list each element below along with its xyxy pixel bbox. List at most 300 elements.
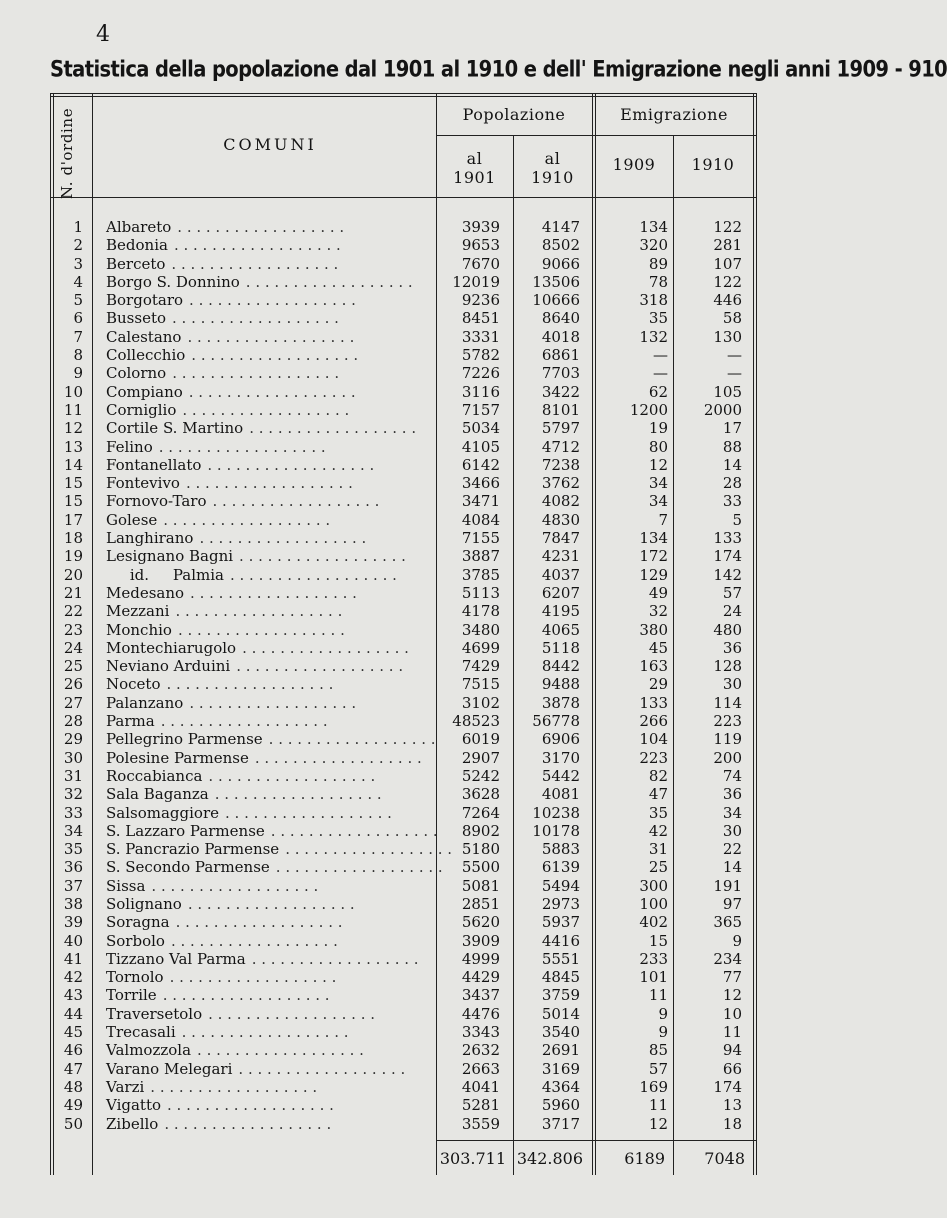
emigration-1910: 18 <box>722 1114 742 1133</box>
leader-dots: . . . . . . . . . . . . . . . . . . <box>163 510 331 529</box>
emigration-1909: 1200 <box>629 400 668 419</box>
leader-dots: . . . . . . . . . . . . . . . . . . <box>167 1096 334 1115</box>
comune-name: Pellegrino Parmense <box>106 730 263 749</box>
leader-dots: . . . . . . . . . . . . . . . . . . <box>172 364 340 383</box>
comune-name: Vigatto <box>106 1096 161 1115</box>
comune-name: Salsomaggiore <box>106 803 219 822</box>
emigration-1910: 30 <box>722 821 742 840</box>
population-1910: 4081 <box>541 785 580 804</box>
population-1910: 8640 <box>541 309 580 328</box>
population-1901: 5034 <box>461 419 500 438</box>
comune-name: Colorno <box>106 364 167 383</box>
emigration-1910: 2000 <box>703 400 742 419</box>
population-1901: 12019 <box>452 272 500 291</box>
leader-dots: . . . . . . . . . . . . . . . . . . <box>242 638 409 657</box>
population-1901: 4178 <box>461 602 500 621</box>
comune-name: Golese <box>106 510 158 529</box>
leader-dots: . . . . . . . . . . . . . . . . . . <box>225 803 392 822</box>
leader-dots: . . . . . . . . . . . . . . . . . . <box>236 657 404 676</box>
emigration-1910: 77 <box>722 968 742 987</box>
leader-dots: . . . . . . . . . . . . . . . . . . <box>151 876 319 895</box>
leader-dots: . . . . . . . . . . . . . . . . . . <box>268 730 436 749</box>
population-1901: 7155 <box>461 529 500 548</box>
emigration-1909: 266 <box>639 712 668 731</box>
table-row <box>50 858 756 876</box>
table-row <box>50 364 756 382</box>
comune-name: Montechiarugolo <box>106 638 237 657</box>
population-1910: 8502 <box>541 236 580 255</box>
row-number: 45 <box>63 1023 83 1042</box>
emigration-1910: 174 <box>713 1077 742 1096</box>
emigration-1910: 200 <box>713 748 742 767</box>
emigration-1909: 78 <box>648 272 668 291</box>
table-body <box>50 218 756 1133</box>
emigration-1909: 85 <box>648 1041 668 1060</box>
table-row <box>50 584 756 602</box>
table-row <box>50 639 756 657</box>
totals-rule <box>436 1140 756 1141</box>
emigration-1909: 380 <box>639 620 668 639</box>
table-row <box>50 255 756 273</box>
total-emig-1910: 7048 <box>704 1149 745 1168</box>
emigration-1909: 19 <box>648 419 668 438</box>
comune-name: Corniglio <box>106 400 177 419</box>
emigration-1909: — <box>653 346 668 365</box>
row-number: 44 <box>63 1004 83 1023</box>
leader-dots: . . . . . . . . . . . . . . . . . . <box>285 840 453 859</box>
population-1910: 5883 <box>541 840 580 859</box>
row-number: 19 <box>63 547 83 566</box>
table-row <box>50 1115 756 1133</box>
comune-name: Busseto <box>106 309 167 328</box>
comune-name: Palanzano <box>106 693 184 712</box>
emigration-1909: 320 <box>639 236 668 255</box>
table-row <box>50 1005 756 1023</box>
comune-name: Compiano <box>106 382 183 401</box>
row-number: 9 <box>73 364 83 383</box>
emig-1909-header: 1909 <box>612 155 656 174</box>
table-row <box>50 1041 756 1059</box>
population-1901: 3471 <box>461 492 500 511</box>
emigration-1909: 133 <box>639 693 668 712</box>
row-number: 15 <box>63 492 83 511</box>
emigration-1909: 25 <box>648 858 668 877</box>
pop-1910-header-year: 1910 <box>531 168 574 187</box>
population-1910: 4416 <box>541 931 580 950</box>
emigration-1909: 35 <box>648 803 668 822</box>
population-1901: 5500 <box>461 858 500 877</box>
population-1901: 3116 <box>461 382 500 401</box>
emigration-1910: 133 <box>713 529 742 548</box>
table-row <box>50 547 756 565</box>
emigration-1910: 94 <box>722 1041 742 1060</box>
population-1910: 3422 <box>541 382 580 401</box>
table-row <box>50 712 756 730</box>
table-row <box>50 877 756 895</box>
emigration-1909: 80 <box>648 437 668 456</box>
leader-dots: . . . . . . . . . . . . . . . . . . <box>245 272 413 291</box>
leader-dots: . . . . . . . . . . . . . . . . . . <box>187 327 355 346</box>
population-1910: 8442 <box>541 657 580 676</box>
population-1910: 3878 <box>541 693 580 712</box>
row-number: 24 <box>63 638 83 657</box>
population-1910: 4830 <box>541 510 580 529</box>
emigration-1909: 35 <box>648 309 668 328</box>
page-number: 4 <box>96 22 110 47</box>
emigration-1909: 7 <box>658 510 668 529</box>
popolazione-header: Popolazione <box>462 105 566 124</box>
comune-name: Sala Baganza <box>106 785 209 804</box>
leader-dots: . . . . . . . . . . . . . . . . . . <box>249 419 417 438</box>
leader-dots: . . . . . . . . . . . . . . . . . . <box>177 620 345 639</box>
population-1901: 2907 <box>461 748 500 767</box>
population-1910: 3717 <box>541 1114 580 1133</box>
row-number: 36 <box>63 858 83 877</box>
total-emig-1909: 6189 <box>624 1149 665 1168</box>
emigration-1910: 22 <box>722 840 742 859</box>
row-number: 37 <box>63 876 83 895</box>
table-row <box>50 236 756 254</box>
table-row <box>50 438 756 456</box>
population-1910: 6139 <box>541 858 580 877</box>
emigration-1910: 105 <box>713 382 742 401</box>
population-1901: 3343 <box>461 1023 500 1042</box>
emigration-1910: 223 <box>713 712 742 731</box>
emigration-1909: 318 <box>639 291 668 310</box>
emigration-1910: 11 <box>722 1023 742 1042</box>
table-row <box>50 492 756 510</box>
table-row <box>50 785 756 803</box>
population-1910: 7847 <box>541 529 580 548</box>
emigration-1909: 47 <box>648 785 668 804</box>
emigration-1910: 365 <box>713 913 742 932</box>
population-1910: 5442 <box>541 766 580 785</box>
table-row <box>50 511 756 529</box>
emigration-1910: 14 <box>722 858 742 877</box>
emig-1910-header: 1910 <box>691 155 735 174</box>
comune-name: Fontevivo <box>106 474 180 493</box>
leader-dots: . . . . . . . . . . . . . . . . . . <box>166 675 334 694</box>
population-table <box>50 93 756 1175</box>
population-1901: 5782 <box>461 346 500 365</box>
leader-dots: . . . . . . . . . . . . . . . . . . <box>208 1004 375 1023</box>
population-1901: 3628 <box>461 785 500 804</box>
table-row <box>50 913 756 931</box>
header-group-rule <box>436 135 756 136</box>
emigration-1909: 402 <box>639 913 668 932</box>
emigration-1909: 42 <box>648 821 668 840</box>
emigration-1909: 223 <box>639 748 668 767</box>
row-number: 12 <box>63 419 83 438</box>
emigration-1910: 36 <box>722 638 742 657</box>
comune-name: Medesano <box>106 583 185 602</box>
population-1910: 13506 <box>532 272 580 291</box>
table-top-rule <box>50 93 756 94</box>
population-1901: 7264 <box>461 803 500 822</box>
table-row <box>50 950 756 968</box>
emigration-1910: 130 <box>713 327 742 346</box>
population-1910: 3169 <box>541 1059 580 1078</box>
leader-dots: . . . . . . . . . . . . . . . . . . <box>187 894 355 913</box>
row-number: 11 <box>63 400 83 419</box>
population-1901: 5281 <box>461 1096 500 1115</box>
population-1901: 5242 <box>461 766 500 785</box>
leader-dots: . . . . . . . . . . . . . . . . . . <box>212 492 380 511</box>
row-number: 34 <box>63 821 83 840</box>
table-row <box>50 529 756 547</box>
row-number: 33 <box>63 803 83 822</box>
leader-dots: . . . . . . . . . . . . . . . . . . <box>172 309 339 328</box>
population-1901: 6019 <box>461 730 500 749</box>
population-1901: 48523 <box>452 712 500 731</box>
row-number: 20 <box>63 565 83 584</box>
leader-dots: . . . . . . . . . . . . . . . . . . <box>175 913 343 932</box>
leader-dots: . . . . . . . . . . . . . . . . . . <box>189 693 357 712</box>
total-pop-1910: 342.806 <box>516 1149 583 1168</box>
population-1910: 4147 <box>541 218 580 236</box>
population-1910: 4845 <box>541 968 580 987</box>
row-number: 22 <box>63 602 83 621</box>
population-1901: 5081 <box>461 876 500 895</box>
emigration-1909: 129 <box>639 565 668 584</box>
table-row <box>50 474 756 492</box>
leader-dots: . . . . . . . . . . . . . . . . . . <box>190 583 357 602</box>
population-1901: 5180 <box>461 840 500 859</box>
emigration-1910: 5 <box>732 510 742 529</box>
comuni-header: COMUNI <box>223 135 317 154</box>
table-row <box>50 932 756 950</box>
population-1910: 10666 <box>532 291 580 310</box>
table-row <box>50 328 756 346</box>
population-1910: 5797 <box>541 419 580 438</box>
population-1910: 4195 <box>541 602 580 621</box>
population-1910: 3540 <box>541 1023 580 1042</box>
leader-dots: . . . . . . . . . . . . . . . . . . <box>270 821 438 840</box>
population-1910: 3170 <box>541 748 580 767</box>
comune-name: Torrile <box>106 986 157 1005</box>
population-1901: 5113 <box>461 583 500 602</box>
comune-name: Felino <box>106 437 153 456</box>
row-number: 32 <box>63 785 83 804</box>
leader-dots: . . . . . . . . . . . . . . . . . . <box>229 565 397 584</box>
population-1910: 6207 <box>541 583 580 602</box>
population-1901: 6142 <box>461 455 500 474</box>
population-1901: 3466 <box>461 474 500 493</box>
population-1901: 7226 <box>461 364 500 383</box>
population-1910: 9066 <box>541 254 580 273</box>
table-row <box>50 1078 756 1096</box>
row-number: 46 <box>63 1041 83 1060</box>
comune-name: Langhirano <box>106 529 194 548</box>
population-1901: 3939 <box>461 218 500 236</box>
row-number: 29 <box>63 730 83 749</box>
population-1901: 2851 <box>461 894 500 913</box>
population-1910: 3762 <box>541 474 580 493</box>
comune-name: id. Palmia <box>106 565 224 584</box>
comune-name: Berceto <box>106 254 166 273</box>
leader-dots: . . . . . . . . . . . . . . . . . . <box>191 346 359 365</box>
total-pop-1901: 303.711 <box>439 1149 506 1168</box>
emigration-1909: 300 <box>639 876 668 895</box>
row-number: 8 <box>73 346 83 365</box>
emigration-1909: 62 <box>648 382 668 401</box>
population-1910: 4082 <box>541 492 580 511</box>
population-1910: 4364 <box>541 1077 580 1096</box>
emigration-1910: 480 <box>713 620 742 639</box>
leader-dots: . . . . . . . . . . . . . . . . . . <box>275 858 443 877</box>
comune-name: Fontanellato <box>106 455 202 474</box>
emigration-1910: 30 <box>722 675 742 694</box>
population-1901: 7157 <box>461 400 500 419</box>
leader-dots: . . . . . . . . . . . . . . . . . . <box>254 748 422 767</box>
emigration-1909: — <box>653 364 668 383</box>
population-1910: 2691 <box>541 1041 580 1060</box>
comune-name: Parma <box>106 712 155 731</box>
comune-name: Solignano <box>106 894 182 913</box>
emigration-1909: 9 <box>658 1004 668 1023</box>
table-row <box>50 1096 756 1114</box>
leader-dots: . . . . . . . . . . . . . . . . . . <box>251 949 419 968</box>
population-1901: 8451 <box>461 309 500 328</box>
comune-name: Valmozzola <box>106 1041 192 1060</box>
population-1901: 4084 <box>461 510 500 529</box>
leader-dots: . . . . . . . . . . . . . . . . . . <box>239 547 406 566</box>
population-1901: 4429 <box>461 968 500 987</box>
row-number: 23 <box>63 620 83 639</box>
emigration-1910: 9 <box>732 931 742 950</box>
emigration-1910: 119 <box>713 730 742 749</box>
row-number: 3 <box>73 254 83 273</box>
leader-dots: . . . . . . . . . . . . . . . . . . <box>160 712 328 731</box>
table-row <box>50 822 756 840</box>
row-number: 43 <box>63 986 83 1005</box>
row-number: 26 <box>63 675 83 694</box>
comune-name: Monchio <box>106 620 172 639</box>
leader-dots: . . . . . . . . . . . . . . . . . . <box>238 1059 406 1078</box>
table-row <box>50 1023 756 1041</box>
comune-name: Calestano <box>106 327 182 346</box>
population-1901: 3559 <box>461 1114 500 1133</box>
population-1910: 4018 <box>541 327 580 346</box>
emigration-1909: 134 <box>639 529 668 548</box>
row-number: 4 <box>73 272 83 291</box>
leader-dots: . . . . . . . . . . . . . . . . . . <box>207 455 375 474</box>
population-1901: 4105 <box>461 437 500 456</box>
population-1901: 9653 <box>461 236 500 255</box>
comune-name: Mezzani <box>106 602 170 621</box>
comune-name: Varano Melegari <box>106 1059 233 1078</box>
emigration-1910: 33 <box>722 492 742 511</box>
table-row <box>50 968 756 986</box>
table-row <box>50 419 756 437</box>
row-number: 17 <box>63 510 83 529</box>
emigration-1910: 122 <box>713 272 742 291</box>
emigration-1910: 191 <box>713 876 742 895</box>
comune-name: Varzi <box>106 1077 145 1096</box>
row-number: 10 <box>63 382 83 401</box>
table-row <box>50 383 756 401</box>
emigration-1910: 12 <box>722 986 742 1005</box>
emigration-1909: 31 <box>648 840 668 859</box>
table-right-border-double <box>756 93 757 1175</box>
population-1910: 10178 <box>532 821 580 840</box>
population-1901: 3331 <box>461 327 500 346</box>
table-row <box>50 291 756 309</box>
population-1910: 7238 <box>541 455 580 474</box>
row-number: 1 <box>73 218 83 236</box>
row-number: 25 <box>63 657 83 676</box>
emigration-1910: 34 <box>722 803 742 822</box>
emigration-1909: 89 <box>648 254 668 273</box>
emigration-1909: 163 <box>639 657 668 676</box>
table-row <box>50 675 756 693</box>
leader-dots: . . . . . . . . . . . . . . . . . . <box>169 968 337 987</box>
comune-name: S. Lazzaro Parmense <box>106 821 265 840</box>
emigration-1910: 174 <box>713 547 742 566</box>
population-1910: 7703 <box>541 364 580 383</box>
comune-name: Polesine Parmense <box>106 748 249 767</box>
leader-dots: . . . . . . . . . . . . . . . . . . <box>208 766 376 785</box>
population-1910: 5118 <box>541 638 580 657</box>
comune-name: Tornolo <box>106 968 164 987</box>
population-1910: 10238 <box>532 803 580 822</box>
comune-name: Borgotaro <box>106 291 184 310</box>
row-number: 39 <box>63 913 83 932</box>
table-row <box>50 346 756 364</box>
population-1901: 3785 <box>461 565 500 584</box>
table-row <box>50 456 756 474</box>
population-1901: 5620 <box>461 913 500 932</box>
emigration-1909: 169 <box>639 1077 668 1096</box>
population-1901: 2632 <box>461 1041 500 1060</box>
row-number: 6 <box>73 309 83 328</box>
emigration-1910: 10 <box>722 1004 742 1023</box>
population-1910: 6861 <box>541 346 580 365</box>
population-1901: 3909 <box>461 931 500 950</box>
leader-dots: . . . . . . . . . . . . . . . . . . <box>199 529 367 548</box>
pop-1910-header-al: al <box>544 149 561 168</box>
table-row <box>50 309 756 327</box>
row-number: 35 <box>63 840 83 859</box>
emigration-1910: 234 <box>713 949 742 968</box>
row-number: 28 <box>63 712 83 731</box>
row-number: 30 <box>63 748 83 767</box>
population-1901: 3887 <box>461 547 500 566</box>
emigration-1909: 29 <box>648 675 668 694</box>
population-1910: 56778 <box>532 712 580 731</box>
table-row <box>50 767 756 785</box>
comune-name: Sorbolo <box>106 931 165 950</box>
population-1910: 2973 <box>541 894 580 913</box>
emigration-1909: 15 <box>648 931 668 950</box>
emigration-1910: 97 <box>722 894 742 913</box>
emigration-1910: 122 <box>713 218 742 236</box>
row-number: 21 <box>63 583 83 602</box>
table-row <box>50 986 756 1004</box>
table-row <box>50 895 756 913</box>
population-1901: 9236 <box>461 291 500 310</box>
row-number: 38 <box>63 894 83 913</box>
leader-dots: . . . . . . . . . . . . . . . . . . <box>181 1023 349 1042</box>
row-number: 31 <box>63 766 83 785</box>
emigration-1909: 49 <box>648 583 668 602</box>
population-1910: 4712 <box>541 437 580 456</box>
row-number: 14 <box>63 455 83 474</box>
emigration-1910: 58 <box>722 309 742 328</box>
comune-name: Bedonia <box>106 236 168 255</box>
table-row <box>50 218 756 236</box>
pop-1901-header-year: 1901 <box>453 168 496 187</box>
